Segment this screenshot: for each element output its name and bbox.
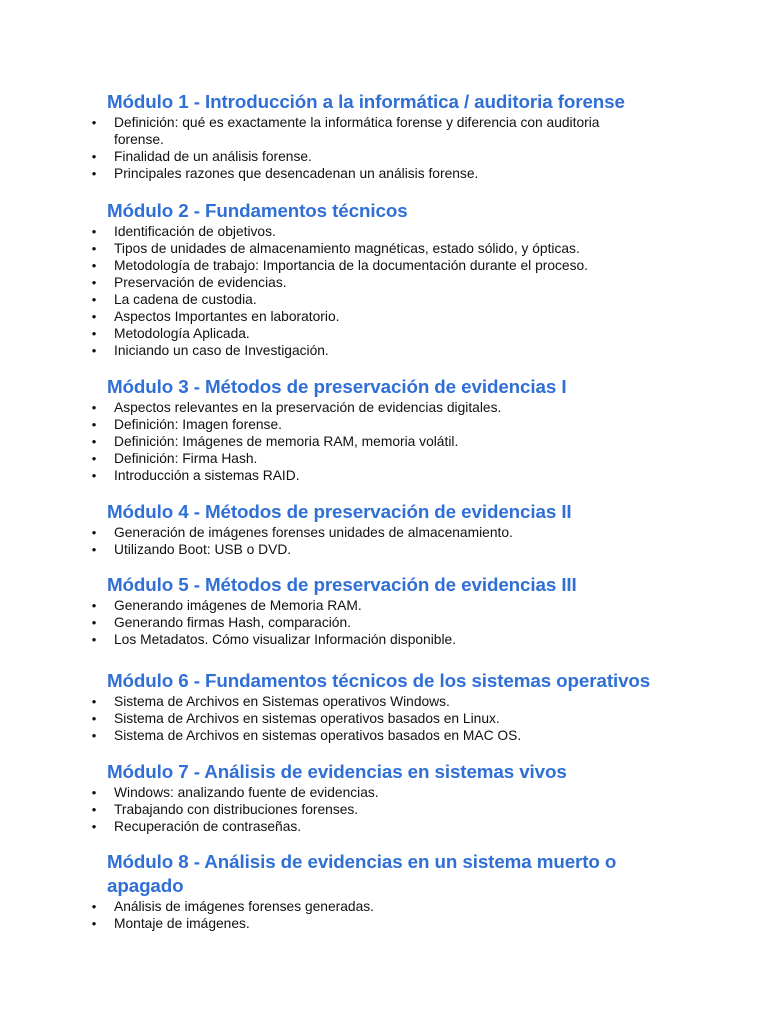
bullet-icon: • — [91, 598, 97, 613]
list-item-text: La cadena de custodia. — [114, 292, 257, 307]
module-4 — [0, 500, 768, 558]
module-title: Módulo 1 - Introducción a la informática / auditoria forense — [107, 91, 625, 112]
bullet-icon: • — [91, 309, 97, 324]
list-item-text: Finalidad de un análisis forense. — [114, 149, 312, 164]
module-2 — [0, 199, 768, 359]
bullet-icon: • — [91, 802, 97, 817]
list-item-text: Introducción a sistemas RAID. — [114, 468, 300, 483]
module-item-list — [0, 223, 768, 359]
list-item — [91, 114, 634, 148]
bullet-icon: • — [91, 728, 97, 743]
list-item — [91, 467, 634, 484]
bullet-icon: • — [91, 115, 97, 130]
module-title: Módulo 2 - Fundamentos técnicos — [107, 200, 408, 221]
module-6 — [0, 669, 768, 744]
list-item — [91, 801, 634, 818]
list-item-text: Sistema de Archivos en Sistemas operativos Windows. — [114, 694, 450, 709]
list-item — [91, 223, 634, 240]
bullet-icon: • — [91, 899, 97, 914]
list-item — [91, 631, 634, 648]
bullet-icon: • — [91, 434, 97, 449]
list-item-text: Metodología Aplicada. — [114, 326, 250, 341]
bullet-icon: • — [91, 343, 97, 358]
list-item — [91, 257, 634, 274]
list-item-text: Generación de imágenes forenses unidades de almacenamiento. — [114, 525, 513, 540]
list-item — [91, 450, 634, 467]
list-item-text: Metodología de trabajo: Importancia de la documentación durante el proceso. — [114, 258, 588, 273]
bullet-icon: • — [91, 525, 97, 540]
list-item — [91, 818, 634, 835]
module-item-list — [0, 114, 768, 182]
list-item — [91, 898, 634, 915]
list-item-text: Montaje de imágenes. — [114, 916, 250, 931]
module-item-list — [0, 597, 768, 648]
list-item — [91, 915, 634, 932]
bullet-icon: • — [91, 916, 97, 931]
list-item-text: Trabajando con distribuciones forenses. — [114, 802, 359, 817]
list-item — [91, 416, 634, 433]
list-item-text: Tipos de unidades de almacenamiento magnéticas, estado sólido, y ópticas. — [114, 241, 580, 256]
bullet-icon: • — [91, 224, 97, 239]
list-item — [91, 148, 634, 165]
bullet-icon: • — [91, 468, 97, 483]
list-item — [91, 524, 634, 541]
list-item-text: Principales razones que desencadenan un análisis forense. — [114, 166, 479, 181]
list-item — [91, 325, 634, 342]
bullet-icon: • — [91, 632, 97, 647]
module-8 — [0, 850, 768, 932]
list-item — [91, 274, 634, 291]
list-item — [91, 727, 634, 744]
list-item — [91, 399, 634, 416]
module-title: Módulo 4 - Métodos de preservación de evidencias II — [107, 501, 572, 522]
list-item-text: Definición: Imagen forense. — [114, 417, 282, 432]
list-item-text: Definición: Firma Hash. — [114, 451, 258, 466]
module-item-list — [0, 898, 768, 932]
module-title: Módulo 6 - Fundamentos técnicos de los sistemas operativos — [107, 670, 651, 691]
list-item — [91, 240, 634, 257]
list-item-text: Iniciando un caso de Investigación. — [114, 343, 329, 358]
bullet-icon: • — [91, 258, 97, 273]
list-item-text: Los Metadatos. Cómo visualizar Información disponible. — [114, 632, 457, 647]
bullet-icon: • — [91, 417, 97, 432]
list-item — [91, 693, 634, 710]
bullet-icon: • — [91, 292, 97, 307]
bullet-icon: • — [91, 241, 97, 256]
bullet-icon: • — [91, 326, 97, 341]
module-title: Módulo 8 - Análisis de evidencias en un sistema muerto o apagado — [107, 851, 617, 896]
list-item-text: Análisis de imágenes forenses generadas. — [114, 899, 374, 914]
bullet-icon: • — [91, 694, 97, 709]
list-item — [91, 342, 634, 359]
list-item-text: Aspectos relevantes en la preservación de evidencias digitales. — [114, 400, 502, 415]
module-3 — [0, 375, 768, 484]
list-item-text: Utilizando Boot: USB o DVD. — [114, 542, 292, 557]
list-item — [91, 291, 634, 308]
list-item — [91, 784, 634, 801]
bullet-icon: • — [91, 615, 97, 630]
list-item-text: Aspectos Importantes en laboratorio. — [114, 309, 340, 324]
module-7 — [0, 760, 768, 835]
list-item — [91, 710, 634, 727]
list-item — [91, 541, 634, 558]
list-item — [91, 614, 634, 631]
list-item-text: Definición: Imágenes de memoria RAM, memoria volátil. — [114, 434, 459, 449]
bullet-icon: • — [91, 542, 97, 557]
module-title: Módulo 5 - Métodos de preservación de evidencias III — [107, 574, 577, 595]
list-item-text: Identificación de objetivos. — [114, 224, 276, 239]
list-item-text: Generando imágenes de Memoria RAM. — [114, 598, 362, 613]
bullet-icon: • — [91, 785, 97, 800]
list-item-text: Recuperación de contraseñas. — [114, 819, 302, 834]
list-item-text: Definición: qué es exactamente la informática forense y diferencia con auditoria forense. — [114, 115, 600, 147]
list-item — [91, 308, 634, 325]
list-item — [91, 165, 634, 182]
module-item-list — [0, 524, 768, 558]
module-item-list — [0, 784, 768, 835]
list-item-text: Windows: analizando fuente de evidencias. — [114, 785, 379, 800]
list-item — [91, 597, 634, 614]
bullet-icon: • — [91, 149, 97, 164]
bullet-icon: • — [91, 400, 97, 415]
bullet-icon: • — [91, 275, 97, 290]
module-item-list — [0, 693, 768, 744]
module-5 — [0, 573, 768, 648]
module-item-list — [0, 399, 768, 484]
list-item-text: Generando firmas Hash, comparación. — [114, 615, 351, 630]
list-item-text: Preservación de evidencias. — [114, 275, 287, 290]
list-item — [91, 433, 634, 450]
module-title: Módulo 7 - Análisis de evidencias en sistemas vivos — [107, 761, 567, 782]
list-item-text: Sistema de Archivos en sistemas operativos basados en Linux. — [114, 711, 500, 726]
bullet-icon: • — [91, 819, 97, 834]
bullet-icon: • — [91, 166, 97, 181]
bullet-icon: • — [91, 711, 97, 726]
module-title: Módulo 3 - Métodos de preservación de evidencias I — [107, 376, 567, 397]
bullet-icon: • — [91, 451, 97, 466]
list-item-text: Sistema de Archivos en sistemas operativos basados en MAC OS. — [114, 728, 522, 743]
module-1 — [0, 90, 768, 182]
